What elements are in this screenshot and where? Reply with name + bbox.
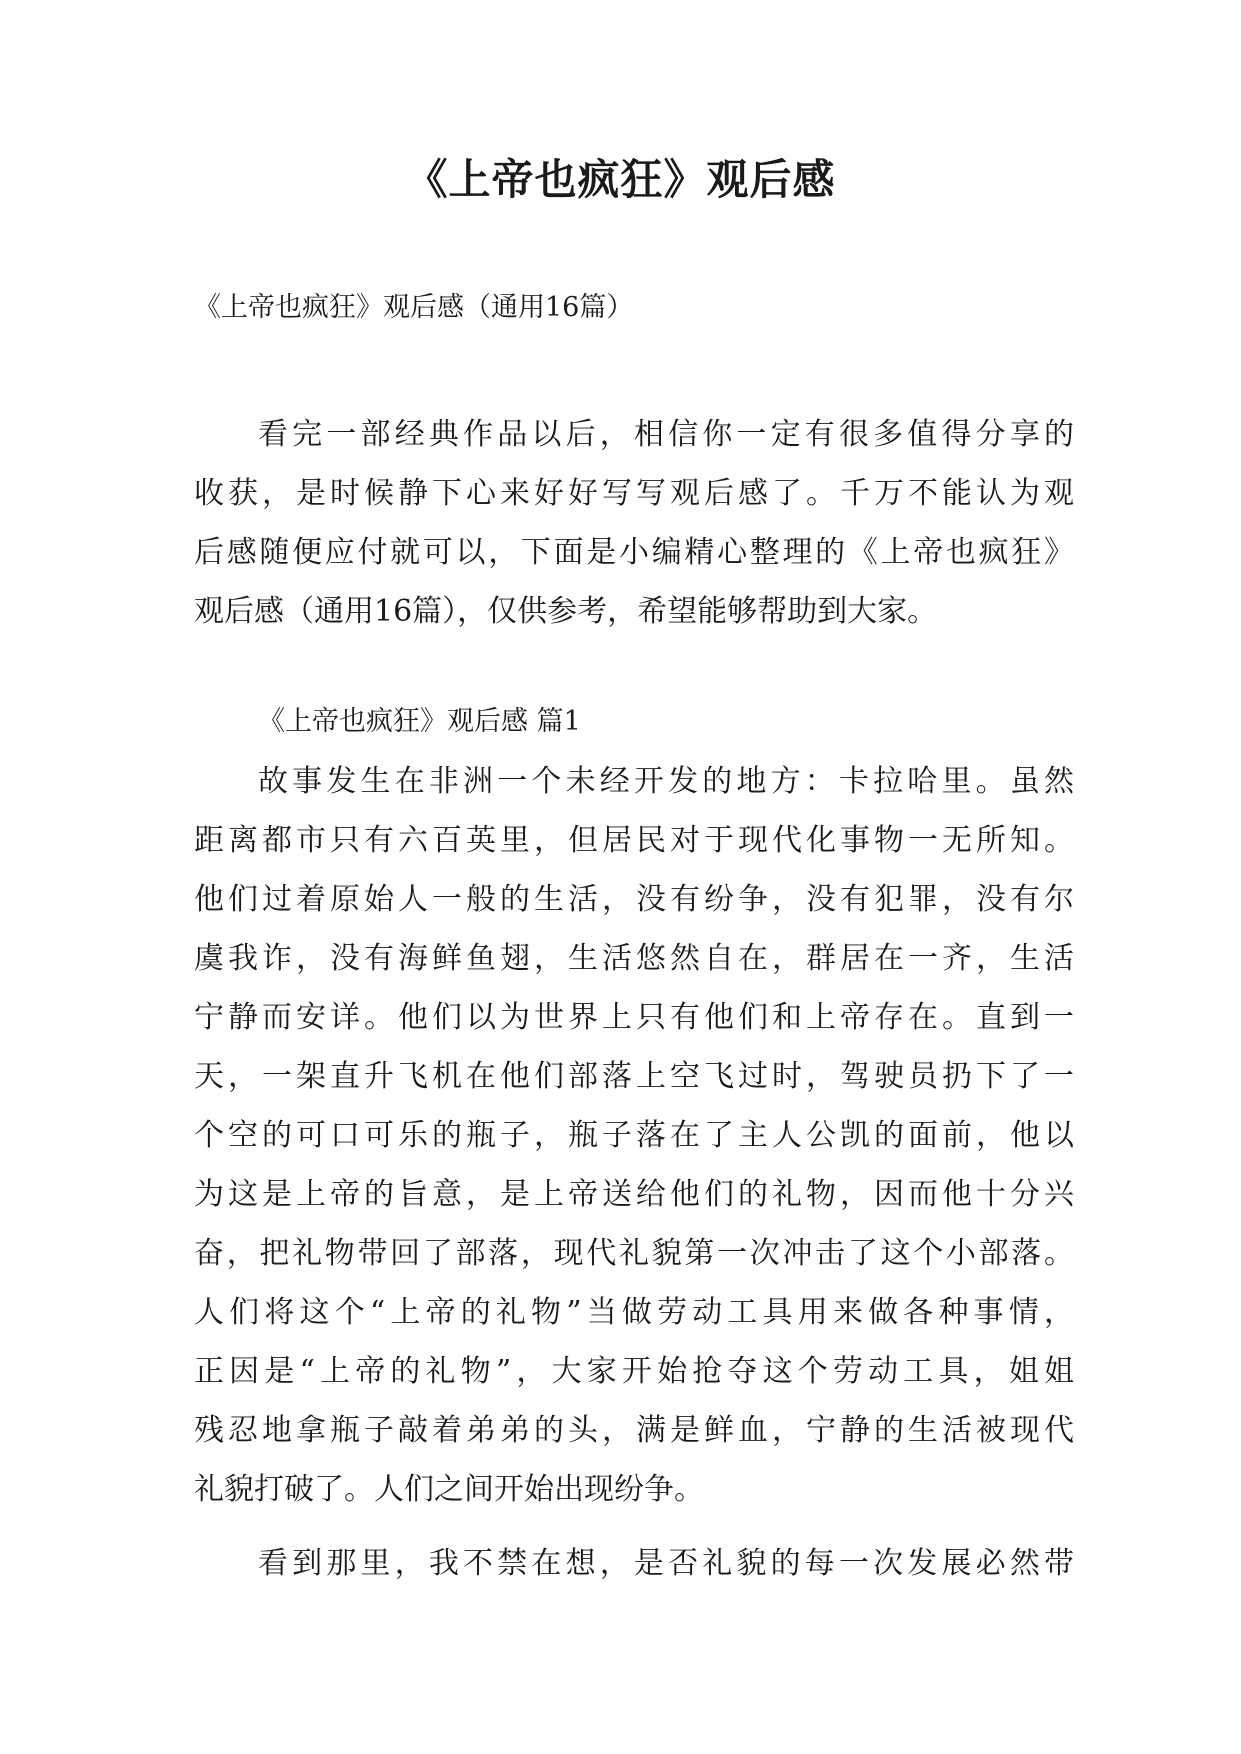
- text-line: 故事发生在非洲一个未经开发的地方：卡拉哈里。虽然: [258, 764, 1074, 799]
- body-paragraph-1: [194, 752, 1074, 1519]
- text-line: 看完一部经典作品以后，相信你一定有很多值得分享的: [258, 417, 1074, 452]
- text-line: 为这是上帝的旨意，是上帝送给他们的礼物，因而他十分兴: [194, 1177, 1074, 1212]
- text-line: 他们过着原始人一般的生活，没有纷争，没有犯罪，没有尔: [194, 882, 1074, 917]
- text-line: 后感随便应付就可以，下面是小编精心整理的《上帝也疯狂》: [194, 535, 1074, 570]
- text-line: 个空的可口可乐的瓶子，瓶子落在了主人公凯的面前，他以: [194, 1118, 1074, 1153]
- text-line: 残忍地拿瓶子敲着弟弟的头，满是鲜血，宁静的生活被现代: [194, 1413, 1074, 1448]
- text-line: 观后感（通用16篇），仅供参考，希望能够帮助到大家。: [194, 594, 938, 629]
- text-line: 奋，把礼物带回了部落，现代礼貌第一次冲击了这个小部落。: [194, 1236, 1074, 1271]
- text-line: 收获，是时候静下心来好好写写观后感了。千万不能认为观: [194, 476, 1074, 511]
- text-line: 虞我诈，没有海鲜鱼翅，生活悠然自在，群居在一齐，生活: [194, 941, 1074, 976]
- text-line: 礼貌打破了。人们之间开始出现纷争。: [194, 1472, 704, 1507]
- section-heading: 《上帝也疯狂》观后感 篇1: [258, 706, 581, 737]
- document-subtitle: 《上帝也疯狂》观后感（通用16篇）: [194, 292, 634, 323]
- text-line: 宁静而安详。他们以为世界上只有他们和上帝存在。直到一: [194, 1000, 1074, 1035]
- text-line: 正因是“上帝的礼物”，大家开始抢夺这个劳动工具，姐姐: [194, 1354, 1074, 1389]
- intro-paragraph: [194, 405, 1074, 641]
- text-line: 距离都市只有六百英里，但居民对于现代化事物一无所知。: [194, 823, 1074, 858]
- document-title: 《上帝也疯狂》观后感: [405, 155, 836, 204]
- body-paragraph-2: [194, 1534, 1074, 1593]
- text-line: 看到那里，我不禁在想，是否礼貌的每一次发展必然带: [258, 1546, 1074, 1581]
- text-line: 人们将这个“上帝的礼物”当做劳动工具用来做各种事情，: [194, 1295, 1074, 1330]
- text-line: 天，一架直升飞机在他们部落上空飞过时，驾驶员扔下了一: [194, 1059, 1074, 1094]
